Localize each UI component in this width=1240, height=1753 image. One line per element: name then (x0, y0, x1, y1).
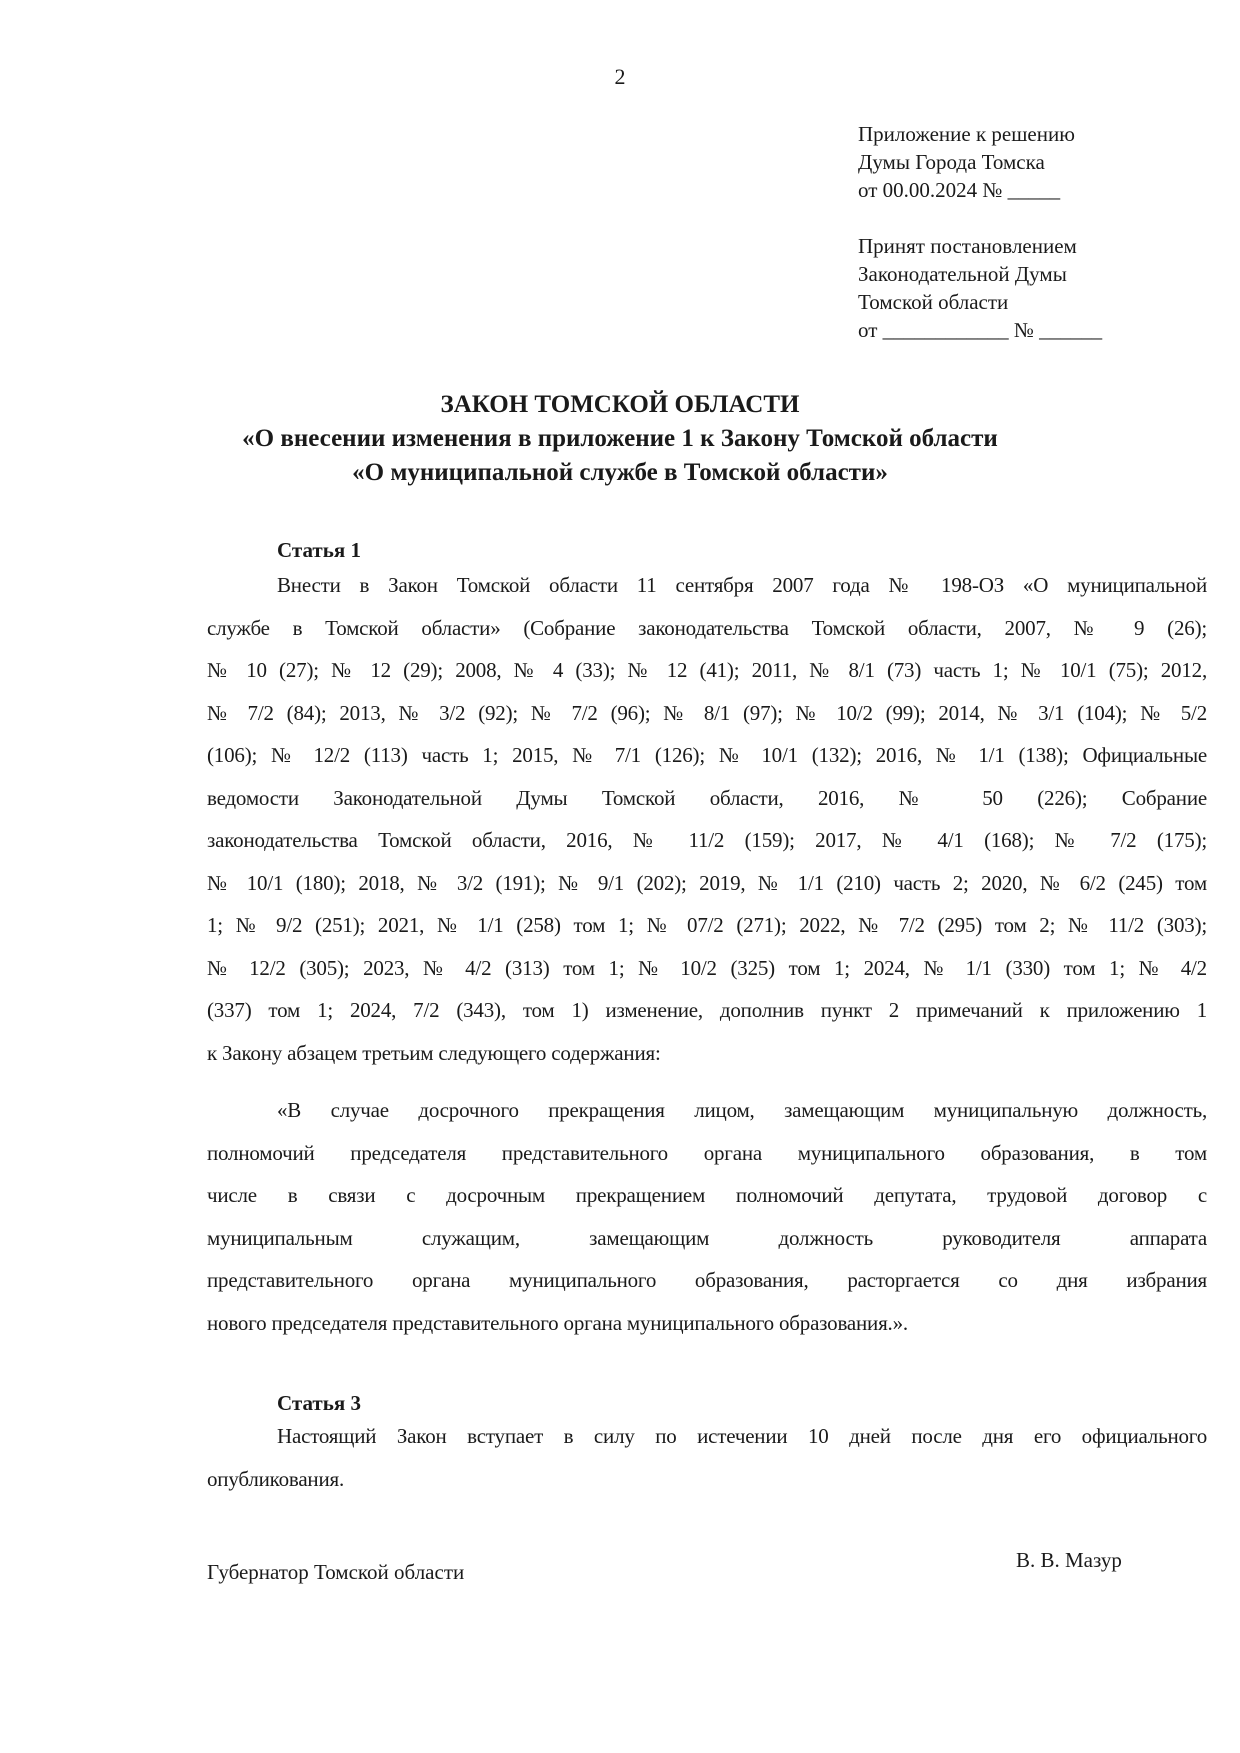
article-3-heading: Статья 3 (277, 1391, 361, 1415)
text-line: нового председателя представительного органа муниципального образования.». (207, 1310, 908, 1335)
text-line: к Закону абзацем третьим следующего содержания: (207, 1040, 661, 1065)
article-1-heading: Статья 1 (277, 538, 361, 562)
text-line: № 10 (27); № 12 (29); 2008, № 4 (33); № 12 (41); 2011, № 8/1 (73) часть 1; № 10/1 (75); 2012, (207, 658, 1207, 682)
adoption-note-line: от ____________ № ______ (858, 318, 1103, 342)
document-title (0, 388, 1240, 490)
text-line: законодательства Томской области, 2016, № 11/2 (159); 2017, № 4/1 (168); № 7/2 (175); (207, 828, 1207, 852)
text-line: Внести в Закон Томской области 11 сентября 2007 года № 198-ОЗ «О муниципальной (277, 573, 1207, 597)
text-line: опубликования. (207, 1466, 345, 1491)
text-line: числе в связи с досрочным прекращением полномочий депутата, трудовой договор с (207, 1183, 1207, 1207)
text-line: № 12/2 (305); 2023, № 4/2 (313) том 1; № 10/2 (325) том 1; 2024, № 1/1 (330) том 1; № 4/2 (207, 955, 1207, 980)
appendix-note-line: от 00.00.2024 № _____ (858, 178, 1061, 202)
text-line: Настоящий Закон вступает в силу по истечении 10 дней после дня его официального (277, 1424, 1207, 1448)
signatory-name: В. В. Мазур (1016, 1548, 1122, 1572)
text-line: (337) том 1; 2024, 7/2 (343), том 1) изменение, дополнив пункт 2 примечаний к приложению 1 (207, 998, 1207, 1022)
text-line: муниципальным служащим, замещающим должность руководителя аппарата (207, 1225, 1207, 1250)
page-number: 2 (614, 64, 626, 89)
text-line: полномочий председателя представительного органа муниципального образования, в том (207, 1140, 1207, 1165)
article-1-paragraph-2 (207, 1089, 1207, 1344)
text-line: представительного органа муниципального образования, расторгается со дня избрания (207, 1268, 1207, 1292)
text-line: (106); № 12/2 (113) часть 1; 2015, № 7/1 (126); № 10/1 (132); 2016, № 1/1 (138); Официальные (207, 743, 1207, 767)
signatory-title: Губернатор Томской области (207, 1560, 465, 1584)
adoption-note-line: Законодательной Думы (858, 262, 1067, 286)
appendix-note (858, 120, 1075, 204)
text-line: № 10/1 (180); 2018, № 3/2 (191); № 9/1 (202); 2019, № 1/1 (210) часть 2; 2020, № 6/2 (245) том (207, 870, 1207, 895)
appendix-note-line: Думы Города Томска (858, 150, 1045, 174)
title-line: «О внесении изменения в приложение 1 к Закону Томской области (242, 425, 998, 452)
title-line: ЗАКОН ТОМСКОЙ ОБЛАСТИ (440, 391, 800, 418)
text-line: ведомости Законодательной Думы Томской области, 2016, № 50 (226); Собрание (207, 785, 1207, 810)
adoption-note-line: Томской области (858, 290, 1009, 314)
adoption-note-line: Принят постановлением (858, 234, 1077, 258)
appendix-note-line: Приложение к решению (858, 122, 1075, 146)
text-line: «В случае досрочного прекращения лицом, замещающим муниципальную должность, (277, 1098, 1207, 1122)
text-line: 1; № 9/2 (251); 2021, № 1/1 (258) том 1; № 07/2 (271); 2022, № 7/2 (295) том 2; № 11/2 (303); (207, 913, 1207, 937)
text-line: службе в Томской области» (Собрание законодательства Томской области, 2007, № 9 (26); (207, 615, 1207, 640)
title-line: «О муниципальной службе в Томской области» (352, 459, 888, 486)
text-line: № 7/2 (84); 2013, № 3/2 (92); № 7/2 (96); № 8/1 (97); № 10/2 (99); 2014, № 3/1 (104); № 5/2 (207, 700, 1207, 725)
adoption-note (858, 232, 1102, 344)
article-1-paragraph-1 (207, 564, 1207, 1074)
article-3-paragraph (207, 1415, 1207, 1500)
